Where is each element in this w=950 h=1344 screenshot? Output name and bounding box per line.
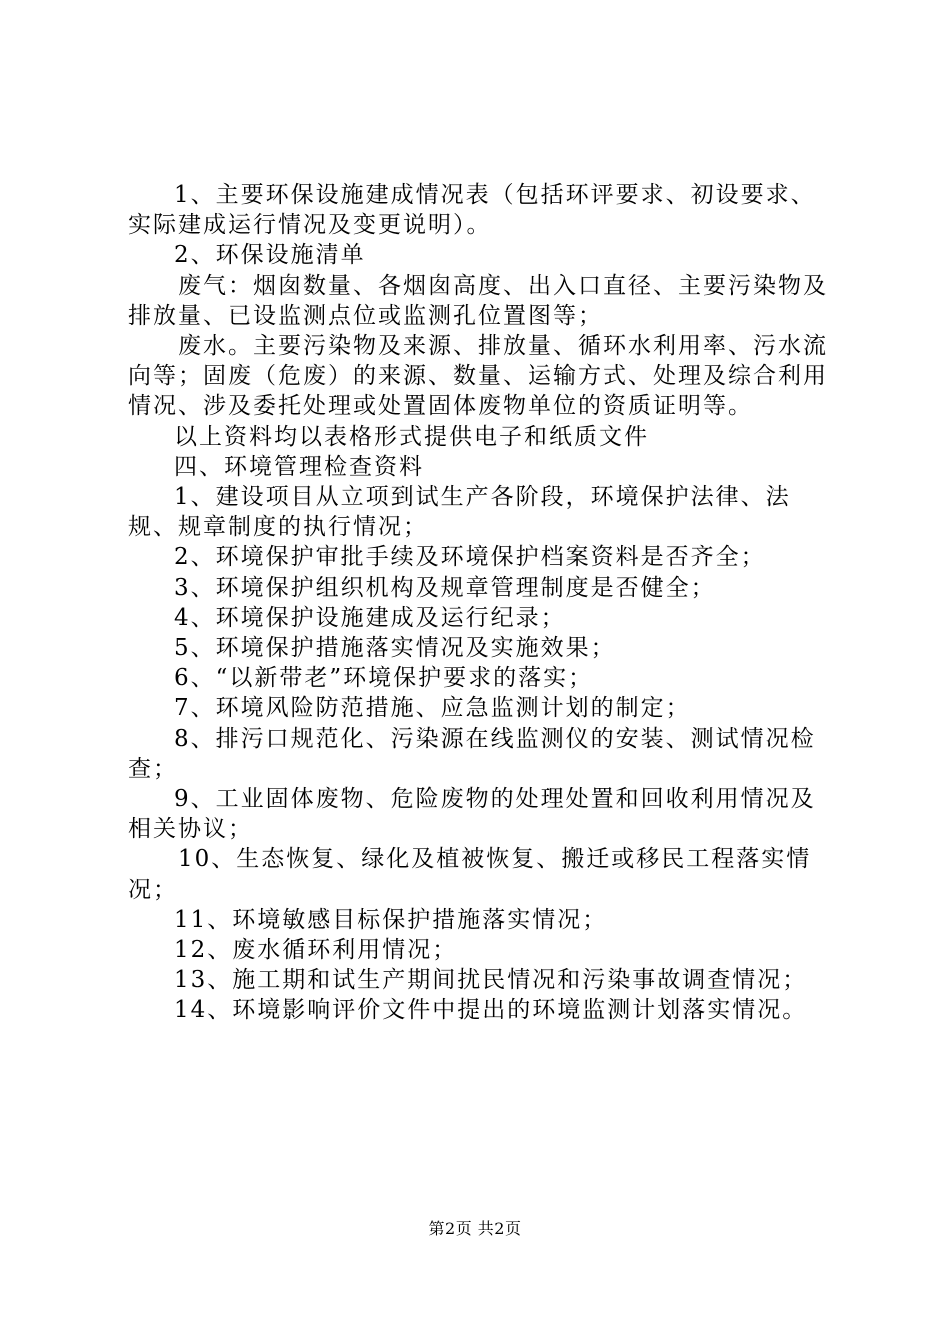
list-item: 4、环境保护设施建成及运行纪录； bbox=[174, 604, 566, 631]
paragraph: 废水。主要污染物及来源、排放量、循环水利用率、污水流向等；固废（危废）的来源、数量、运输方式、处理及综合利用情况、涉及委托处理或处置固体废物单位的资质证明等。 bbox=[128, 333, 828, 420]
list-item: 13、施工期和试生产期间扰民情况和污染事故调查情况； bbox=[174, 967, 808, 994]
list-item: 10、生态恢复、绿化及植被恢复、搬迁或移民工程落实情况； bbox=[128, 846, 812, 903]
document-body bbox=[128, 180, 840, 1026]
paragraph: 以上资料均以表格形式提供电子和纸质文件 bbox=[174, 423, 649, 450]
paragraph: 2、环保设施清单 bbox=[174, 242, 366, 269]
list-item: 1、建设项目从立项到试生产各阶段，环境保护法律、法规、规章制度的执行情况； bbox=[128, 484, 791, 541]
list-item: 8、排污口规范化、污染源在线监测仪的安装、测试情况检查； bbox=[128, 725, 816, 782]
page-number-label: 第2页 共2页 bbox=[428, 1219, 522, 1238]
list-item: 3、环境保护组织机构及规章管理制度是否健全； bbox=[174, 574, 716, 601]
list-item: 6、“以新带老”环境保护要求的落实； bbox=[174, 665, 594, 692]
list-item: 2、环境保护审批手续及环境保护档案资料是否齐全； bbox=[174, 544, 766, 571]
paragraph: 废气：烟囱数量、各烟囱高度、出入口直径、主要污染物及排放量、已设监测点位或监测孔位置图等； bbox=[128, 272, 828, 329]
page-footer bbox=[0, 1216, 950, 1239]
list-item: 9、工业固体废物、危险废物的处理处置和回收利用情况及相关协议； bbox=[128, 786, 816, 843]
list-item: 14、环境影响评价文件中提出的环境监测计划落实情况。 bbox=[174, 997, 808, 1024]
list-item: 11、环境敏感目标保护措施落实情况； bbox=[174, 906, 608, 933]
list-item: 7、环境风险防范措施、应急监测计划的制定； bbox=[174, 695, 691, 722]
list-item: 12、废水循环利用情况； bbox=[174, 937, 458, 964]
section-heading: 四、环境管理检查资料 bbox=[174, 453, 424, 480]
paragraph: 1、主要环保设施建成情况表（包括环评要求、初设要求、实际建成运行情况及变更说明）。 bbox=[128, 182, 816, 239]
list-item: 5、环境保护措施落实情况及实施效果； bbox=[174, 635, 616, 662]
